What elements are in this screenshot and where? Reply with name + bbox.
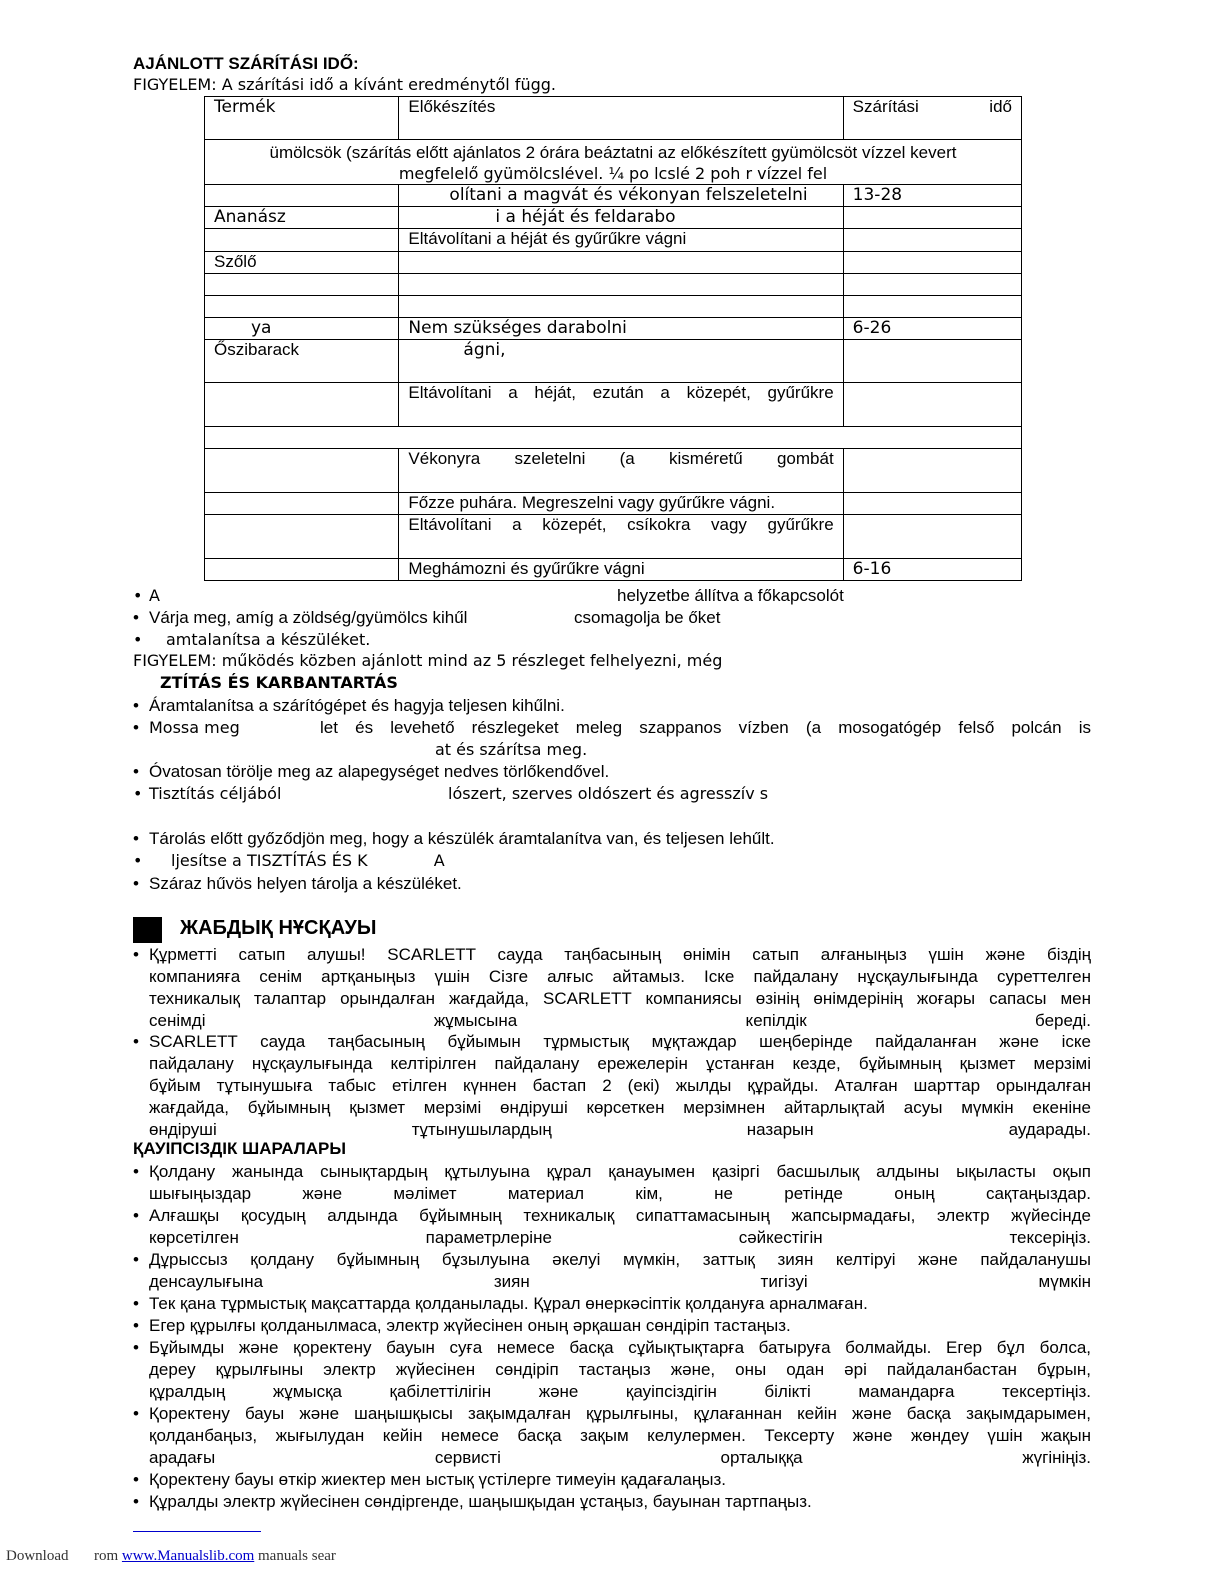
table-cell [205,515,399,559]
list-item [133,850,1091,872]
table-row [205,383,1022,427]
table-cell [205,185,399,207]
table-cell [843,383,1021,427]
footer-download: Download [6,1548,69,1564]
table-cell [205,493,399,515]
safety-line: денсаулығына зиян тигізуі мүмкін [149,1272,1091,1291]
list-item [133,1293,1091,1315]
table-row [205,207,1022,229]
table-row [205,296,1022,318]
header-drying-time: Szárítási idő [843,97,1021,140]
safety-line: қолданбаңыз, жығылудан кейін немесе басқа зақым келулермен. Тексерту және жөндеу үшін жақын [149,1426,1091,1445]
table-cell: Főzze puhára. Megreszelni vagy gyűrűkre vágni. [399,493,843,515]
list-item [133,607,1091,629]
table-cell: Vékonyra szeletelni (a kisméretű gombát [399,449,843,493]
table-note-row [205,140,1022,185]
safety-title: ҚАУІПСІЗДІК ШАРАЛАРЫ [133,1139,346,1158]
bullet-text: • ljesítse a TISZTÍTÁS ÉS K A [171,851,445,870]
safety-line: • Қоректену бауы және шаңышқысы зақымдалған құрылғыны, құлағаннан кейін және басқа зақымдарымен, [149,1404,1091,1423]
bullet-text-b: csomagolja be őket [574,608,721,627]
bullet-text: • amtalanítsa a készüléket. [166,630,371,649]
header-product: Termék [205,97,399,140]
table-cell: olítani a magvát és vékonyan felszeletelni [399,185,843,207]
table-row [205,427,1022,449]
list-item [133,695,1091,717]
table-cell [843,340,1021,383]
table-cell [399,296,843,318]
bullet-text-a: Tisztítás céljából [149,784,282,803]
bullet-text-a: A [149,586,160,605]
list-item [133,828,1091,850]
bullet-text-b: lószert, szerves oldószert és agresszív s [448,784,769,803]
safety-line: • Құралды электр жүйесінен сөндіргенде, шаңышқыдан ұстаңыз, бауынан тартпаңыз. [149,1492,812,1511]
table-cell: Szőlő [205,252,399,274]
table-note [205,140,1022,185]
table-row [205,340,1022,383]
safety-line: шығыңыздар және мәлімет материал кім, не ретінде оның сақтаңыздар. [149,1184,1091,1203]
footer-rule [133,1531,261,1532]
list-item [133,585,1091,607]
table-row [205,229,1022,252]
table-cell: Meghámozni és gyűrűkre vágni [399,559,843,581]
list-item [133,1337,1091,1403]
table-cell [205,383,399,427]
table-cell [843,296,1021,318]
table-cell: Eltávolítani a héját és gyűrűkre vágni [399,229,843,252]
list-item [133,1249,1091,1293]
table-cell: i a héját és feldarabo [399,207,843,229]
table-row [205,515,1022,559]
table-row [205,449,1022,493]
bullet-text: • Tárolás előtt győződjön meg, hogy a készülék áramtalanítva van, és teljesen lehűlt. [149,829,775,848]
bullet-text: • Száraz hűvös helyen tárolja a készüléket. [149,874,462,893]
table-cell [205,296,399,318]
table-row [205,274,1022,296]
service-line: • SCARLETT сауда таңбасының бұйымын тұрмыстық мұқтаждар шеңберінде пайдаланған және іске [149,1032,1091,1051]
table-cell [205,229,399,252]
table-cell: ágni, [399,340,843,383]
service-line: пайдалану нұсқаулығында келтірілген пайдалану ережелерін ұстанған кезде, бұйымның қызмет мерзімі [149,1054,1091,1073]
list-item [133,1031,1091,1141]
table-row [205,318,1022,340]
table-cell [843,252,1021,274]
safety-line: • Егер құрылғы қолданылмаса, электр жүйесінен оның әрқашан сөндіріп тастаңыз. [149,1316,791,1335]
list-item [133,944,1091,1032]
table-note-line2: megfelelő gyümölcslével. ¼ po lcslé 2 poh r vízzel fel [398,164,828,183]
safety-line: арадағы сервисті орталыққа жүгініңіз. [149,1448,1091,1467]
bullet-text: • Óvatosan törölje meg az alapegységet nedves törlőkendővel. [149,762,610,781]
table-cell: Eltávolítani a héját, ezután a közepét, gyűrűkre [399,383,843,427]
table-cell: 6-26 [843,318,1021,340]
table-cell [399,252,843,274]
footer [6,1548,336,1565]
drying-time-table [204,96,1022,581]
list-item [133,629,1091,651]
table-cell: ya [205,318,399,340]
safety-line: • Тек қана тұрмыстық мақсаттарда қолданылады. Құрал өнеркәсіптік қолдануға арналмаған. [149,1294,868,1313]
table-row [205,252,1022,274]
safety-line: көрсетілген параметрлеріне сәйкестігін тексеріңіз. [149,1228,1091,1247]
footer-tail: manuals sear [258,1548,336,1564]
list-item [133,1403,1091,1469]
flag-square [133,917,162,943]
bullet-text-a: Várja meg, amíg a zöldség/gyümölcs kihűl [149,608,468,627]
table-cell [843,229,1021,252]
safety-line: • Бұйымды және қоректену бауын суға немесе басқа сұйықтықтарға батыруға болмайды. Егер бұл болса, [149,1338,1091,1357]
bullet-text: • Áramtalanítsa a szárítógépet és hagyja teljesen kihűlni. [149,696,565,715]
notice-text: FIGYELEM: A szárítási idő a kívánt eredménytől függ. [133,75,556,94]
table-cell [205,559,399,581]
table-cell [843,274,1021,296]
list-item [133,1469,1091,1491]
intro-line: компанияға сенім артқаныңыз үшін Сізге алғыс айтамыз. Іске пайдалану нұсқаулығында суреттелген [149,967,1091,986]
safety-line: • Дұрыссыз қолдану бұйымның бұзылуына әкелуі мүмкін, заттық зиян келтіруі және пайдаланушы [149,1250,1091,1269]
table-cell: Nem szükséges darabolni [399,318,843,340]
section-title: AJÁNLOTT SZÁRÍTÁSI IDŐ: [133,54,359,73]
table-cell [205,427,1022,449]
table-note-line1: ümölcsök (szárítás előtt ajánlatos 2 órára beáztatni az előkészített gyümölcsöt vízzel kevert [269,143,957,162]
intro-line: сенімді жұмысына кепілдік береді. [149,1011,1091,1030]
service-line: өндіруші тұтынушылардың назарын аударады. [149,1120,1091,1139]
table-cell [843,515,1021,559]
table-cell [843,449,1021,493]
safety-line: дереу құрылғыны электр жүйесінен сөндіріп тастаңыз және, оны одан әрі пайдаланбастан бұрын, [149,1360,1091,1379]
list-item [133,717,1091,761]
list-item [133,783,1091,805]
intro-line: техникалық талаптар орындалған жағдайда, SCARLETT компаниясы өзінің өнімдерінің жоғары сапасы мен [149,989,1091,1008]
intro-line: • Құрметті сатып алушы! SCARLETT сауда таңбасының өнімін сатып алғаныңыз үшін және біздің [149,945,1091,964]
list-item [133,1315,1091,1337]
service-line: жағдайда, бұйымның қызмет мерзімі өндіруші көрсеткен мерзімнен айтарлықтай асуы мүмкін екеніне [149,1098,1091,1117]
bullet-text-b: let és levehető részlegeket meleg szappanos vízben (a mosogatógép felső polcán is [320,718,1091,737]
table-cell [205,274,399,296]
table-row [205,559,1022,581]
footer-from: rom [94,1548,119,1564]
list-item [133,1161,1091,1205]
bullet-text-a: Mossa meg [149,718,240,737]
table-cell [843,493,1021,515]
service-line: бұйым тұтынушыға табыс етілген күннен бастап 2 (екі) жылды құрайды. Аталған шарттар орындалған [149,1076,1091,1095]
table-cell: Ananász [205,207,399,229]
list-item [133,1491,1091,1513]
safety-line: • Қоректену бауы өткір жиектер мен ыстық үстілерге тимеуін қадағалаңыз. [149,1470,726,1489]
bullet-text-b: helyzetbe állítva a főkapcsolót [617,586,844,605]
safety-line: • Алғашқы қосудың алдында бұйымның техникалық сипаттамасының жапсырмадағы, электр жүйесінде [149,1206,1091,1225]
notice-text: FIGYELEM: működés közben ajánlott mind az 5 részleget felhelyezni, még [133,651,723,670]
list-item [133,1205,1091,1249]
table-cell [843,207,1021,229]
table-row [205,185,1022,207]
table-row [205,493,1022,515]
table-cell [399,274,843,296]
table-cell: Eltávolítani a közepét, csíkokra vagy gyűrűkre [399,515,843,559]
list-item [133,761,1091,783]
table-header-row [205,97,1022,140]
table-cell: 13-28 [843,185,1021,207]
bullet-text-line2: at és szárítsa meg. [435,740,588,759]
header-preparation: Előkészítés [399,97,843,140]
section-title: ZTÍTÁS ÉS KARBANTARTÁS [160,673,398,692]
table-cell: 6-16 [843,559,1021,581]
table-cell [205,449,399,493]
list-item [133,873,1091,895]
manualslib-link[interactable]: www.Manualslib.com [121,1548,255,1564]
safety-line: құралдың жұмысқа қабілеттілігін және қауіпсіздігін білікті мамандарға тексертіңіз. [149,1382,1091,1401]
safety-line: • Қолдану жанында сынықтардың құтылуына құрал қанауымен қазіргі басшылық алдыны ықыласты оқып [149,1162,1091,1181]
kazakh-heading: ЖАБДЫҚ НҰСҚАУЫ [180,917,377,939]
table-cell: Őszibarack [205,340,399,383]
